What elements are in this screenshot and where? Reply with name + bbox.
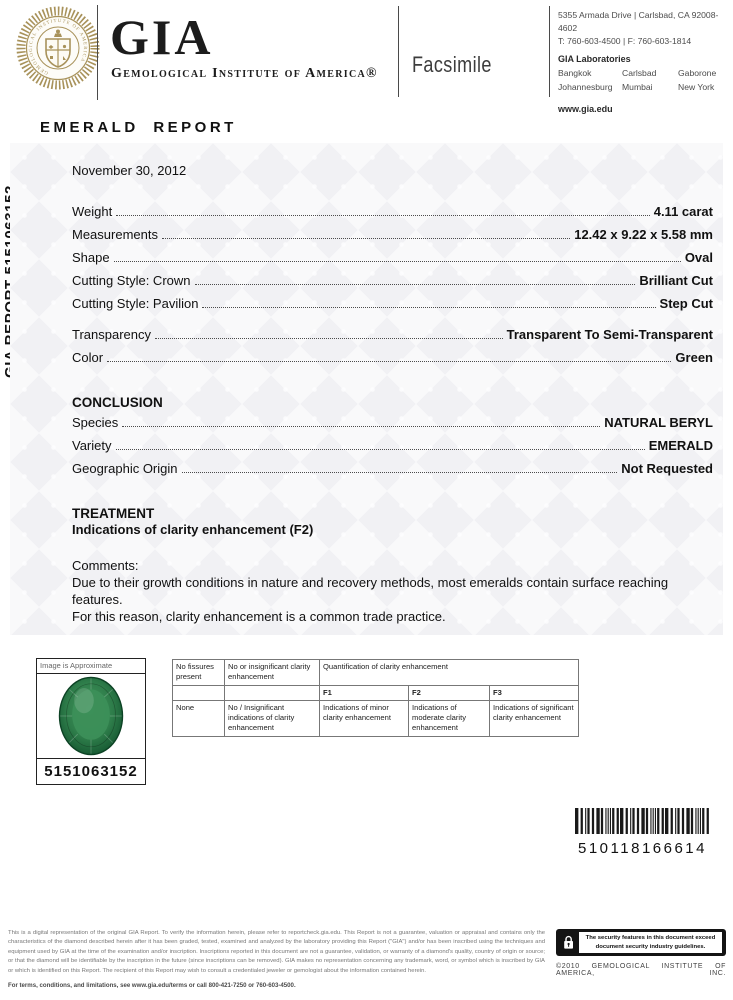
field-label: Measurements	[72, 227, 158, 242]
gem-photo-box	[36, 658, 146, 785]
field-row-color	[72, 350, 713, 373]
report-title: EMERALD REPORT	[40, 119, 237, 136]
field-label: Shape	[72, 250, 110, 265]
report-body	[10, 143, 723, 635]
lab-city: Mumbai	[622, 82, 653, 93]
table-cell: F2	[409, 685, 490, 700]
field-label: Color	[72, 350, 104, 365]
dotted-leader	[155, 338, 503, 339]
barcode-icon	[575, 808, 710, 834]
emerald-gem-image	[56, 674, 126, 758]
security-block	[556, 929, 726, 977]
comments-block	[72, 557, 713, 625]
seal-text: GEMOLOGICAL INSTITUTE OF AMERICA	[28, 18, 88, 75]
dotted-leader	[195, 284, 636, 285]
treatment-heading: TREATMENT	[72, 506, 155, 521]
field-row-measurements	[72, 227, 713, 250]
lab-city: New York	[678, 82, 715, 93]
barcode-number: 510118166614	[578, 840, 707, 857]
table-cell: None	[173, 700, 225, 736]
table-cell: F3	[490, 685, 579, 700]
disclaimer-text: This is a digital representation of the original GIA Report. To verify the information herein, please refer to reportcheck.gia.edu. This Report is not a guarantee, valuation or appraisal and contains only the characteristics of the diamond described herein after it has been graded, tested, examined and analyzed by the laboratory providing this Report ("GIA") and/or has been inscribed using the techniques and equipment used by GIA at the time of the examination and/or inscription. Inscriptions reported in this document are not a guarantee, validation, or warranty of a diamond's quality, country of origin or source; or that the diamond will be identifiable by the inscription in the future (since inscriptions can be removed). GIA makes no representation concerning any trademark, word, or symbol which is inscribed by GIA or which is identified on this Report. The recipient of this Report may wish to consult a credentialed jeweler or gemologist about the information contained herein.	[8, 930, 545, 974]
comments-line: Due to their growth conditions in nature and recovery methods, most emeralds contain surface reaching features.	[72, 575, 669, 607]
field-row-pavilion	[72, 296, 713, 319]
field-row-transparency	[72, 327, 713, 350]
labs-grid	[558, 67, 728, 94]
barcode-block	[575, 808, 710, 857]
facsimile-label: Facsimile	[412, 52, 492, 77]
security-note: The security features in this document exceed document security industry guidelines.	[579, 932, 722, 953]
dotted-leader	[202, 307, 655, 308]
footer-disclaimer	[8, 929, 545, 991]
header-divider-2	[398, 6, 399, 97]
table-cell: Indications of minor clarity enhancement	[320, 700, 409, 736]
field-label: Species	[72, 415, 119, 430]
table-row	[173, 685, 579, 700]
lab-city: Carlsbad	[622, 68, 657, 79]
lab-city: Gaborone	[678, 68, 717, 79]
table-row	[173, 660, 579, 686]
dotted-leader	[116, 215, 649, 216]
field-value: 4.11 carat	[653, 204, 713, 219]
table-cell: Quantification of clarity enhancement	[320, 660, 579, 686]
padlock-icon	[563, 935, 574, 950]
field-value: Step Cut	[659, 296, 713, 311]
copyright-line: ©2010 GEMOLOGICAL INSTITUTE OF AMERICA, INC.	[556, 963, 726, 977]
table-cell: Indications of moderate clarity enhancement	[409, 700, 490, 736]
lab-city: Johannesburg	[558, 82, 613, 93]
photo-area	[37, 674, 145, 758]
brand-wordmark: GIA	[110, 9, 214, 65]
table-cell: F1	[320, 685, 409, 700]
address-line: 5355 Armada Drive | Carlsbad, CA 92008-4602	[558, 10, 719, 33]
field-row-origin	[72, 461, 713, 484]
table-cell: Indications of significant clarity enhancement	[490, 700, 579, 736]
field-row-crown	[72, 273, 713, 296]
table-cell: No / Insignificant indications of clarity enhancement	[225, 700, 320, 736]
gia-seal-icon	[16, 6, 100, 90]
field-row-weight	[72, 204, 713, 227]
field-label: Weight	[72, 204, 113, 219]
dotted-leader	[122, 426, 600, 427]
dotted-leader	[107, 361, 671, 362]
photo-report-number: 5151063152	[37, 758, 145, 785]
field-value: Transparent To Semi-Transparent	[506, 327, 713, 342]
security-banner	[556, 929, 726, 956]
field-row-shape	[72, 250, 713, 273]
lab-city: Bangkok	[558, 68, 592, 79]
header-divider-1	[97, 5, 98, 100]
website-link: www.gia.edu	[558, 103, 613, 114]
field-label: Variety	[72, 438, 112, 453]
field-value: Not Requested	[621, 461, 713, 476]
dotted-leader	[162, 238, 570, 239]
table-cell: No or insignificant clarity enhancement	[225, 660, 320, 686]
field-label: Cutting Style: Crown	[72, 273, 191, 288]
conclusion-heading: CONCLUSION	[72, 395, 163, 410]
field-value: 12.42 x 9.22 x 5.58 mm	[574, 227, 713, 242]
dotted-leader	[182, 472, 618, 473]
labs-title: GIA Laboratories	[558, 53, 631, 64]
comments-heading: Comments:	[72, 558, 139, 573]
field-row-species	[72, 415, 713, 438]
field-label: Transparency	[72, 327, 151, 342]
photo-caption: Image is Approximate	[37, 659, 145, 674]
comments-line: For this reason, clarity enhancement is a common trade practice.	[72, 609, 446, 624]
treatment-detail: Indications of clarity enhancement (F2)	[72, 522, 314, 537]
field-value: EMERALD	[648, 438, 713, 453]
field-value: Oval	[684, 250, 713, 265]
header-address-block	[558, 9, 728, 116]
table-cell-empty	[173, 685, 225, 700]
terms-line: For terms, conditions, and limitations, see www.gia.edu/terms or call 800-421-7250 or 760-603-4500.	[8, 982, 296, 990]
dotted-leader	[114, 261, 681, 262]
dotted-leader	[116, 449, 645, 450]
clarity-enhancement-table	[172, 659, 579, 737]
table-row	[173, 700, 579, 736]
field-value: NATURAL BERYL	[604, 415, 713, 430]
field-value: Green	[675, 350, 713, 365]
brand-subtitle: Gemological Institute of America®	[111, 66, 378, 81]
table-cell-empty	[225, 685, 320, 700]
field-row-variety	[72, 438, 713, 461]
table-cell: No fissures present	[173, 660, 225, 686]
phone-line: T: 760-603-4500 | F: 760-603-1814	[558, 35, 692, 46]
report-date: November 30, 2012	[72, 163, 187, 178]
header-divider-3	[549, 6, 550, 97]
field-label: Geographic Origin	[72, 461, 178, 476]
field-value: Brilliant Cut	[639, 273, 713, 288]
field-label: Cutting Style: Pavilion	[72, 296, 199, 311]
